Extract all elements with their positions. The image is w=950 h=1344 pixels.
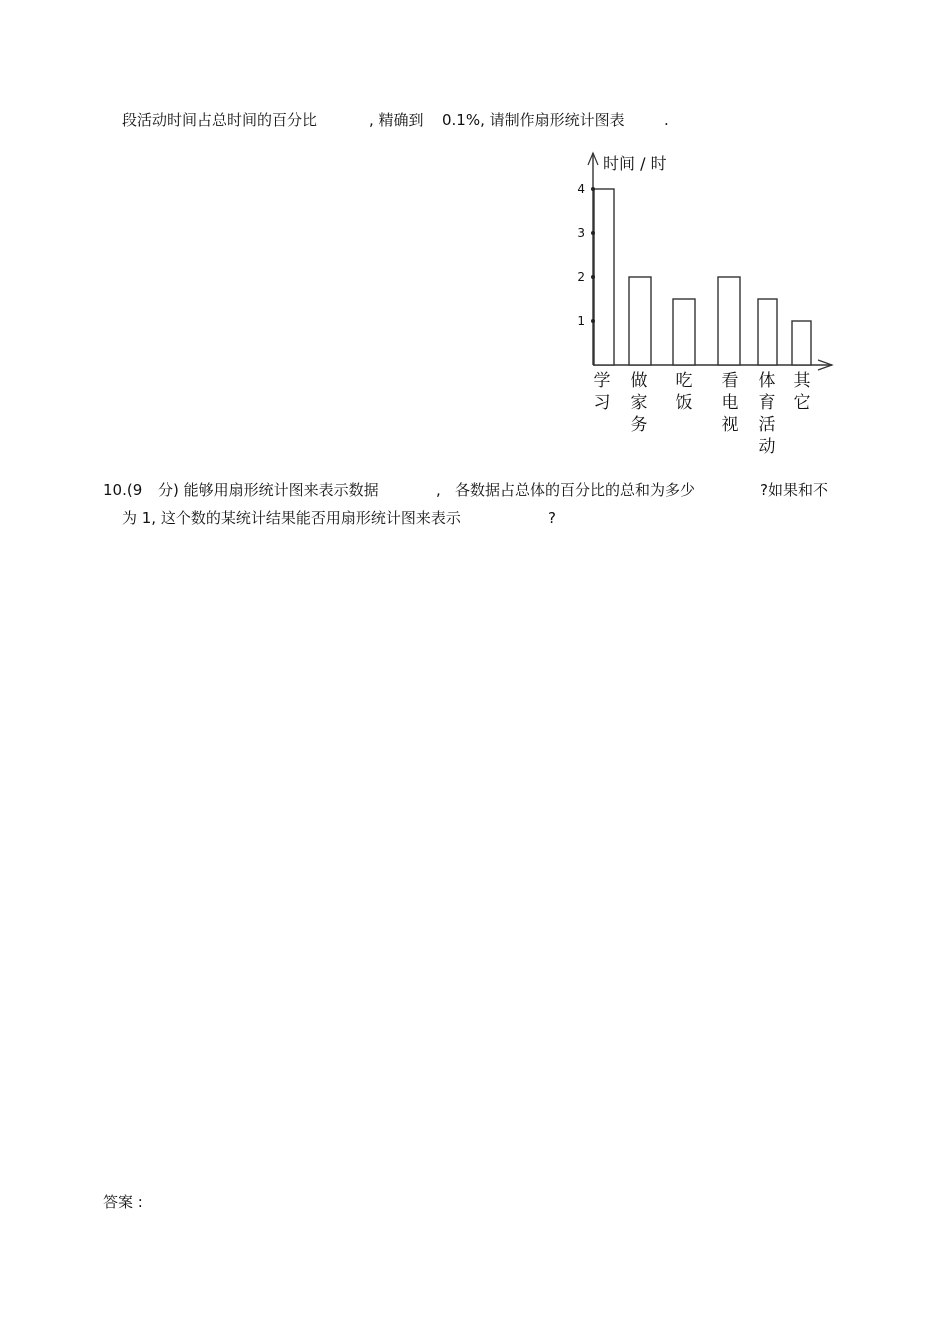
q10-text-6: ? bbox=[548, 509, 556, 527]
category-label-1: 学习 bbox=[593, 371, 611, 413]
bar-6 bbox=[792, 321, 811, 365]
chart-bars bbox=[594, 189, 811, 365]
q9-text-1: 段活动时间占总时间的百分比 bbox=[122, 111, 318, 129]
category-label-5: 体育活动 bbox=[758, 371, 776, 457]
category-label-3: 吃饭 bbox=[675, 371, 693, 413]
bar-1 bbox=[594, 189, 614, 365]
q10-text-4: ?如果和不 bbox=[760, 481, 828, 499]
y-tick-label: 3 bbox=[577, 226, 585, 240]
q10-text-3: 各数据占总体的百分比的总和为多少 bbox=[455, 481, 696, 499]
q10-number: 10.(9 bbox=[103, 481, 143, 499]
y-tick-dot bbox=[591, 231, 595, 235]
bar-4 bbox=[718, 277, 740, 365]
category-label-6: 其它 bbox=[793, 371, 811, 413]
y-tick-dot bbox=[591, 187, 595, 191]
q10-text-1: 分) 能够用扇形统计图来表示数据 bbox=[158, 481, 379, 499]
y-tick-dot bbox=[591, 319, 595, 323]
q9-text-2: , 精确到 bbox=[369, 111, 424, 129]
y-tick-label: 1 bbox=[577, 314, 585, 328]
category-label-4: 看电视 bbox=[721, 371, 739, 435]
bar-chart bbox=[570, 145, 845, 460]
q10-text-5: 为 1, 这个数的某统计结果能否用扇形统计图来表示 bbox=[122, 509, 461, 527]
bar-3 bbox=[673, 299, 695, 365]
chart-y-axis-label: 时间 / 时 bbox=[603, 154, 667, 173]
bar-5 bbox=[758, 299, 777, 365]
y-tick-dot bbox=[591, 275, 595, 279]
q9-text-3: 0.1%, 请制作扇形统计图表 bbox=[442, 111, 625, 129]
y-tick-label: 2 bbox=[577, 270, 585, 284]
category-label-2: 做家务 bbox=[630, 371, 648, 435]
bar-2 bbox=[629, 277, 651, 365]
chart-category-labels bbox=[594, 370, 812, 457]
answer-label: 答案 : bbox=[103, 1193, 143, 1211]
q9-text-4: . bbox=[664, 111, 669, 129]
q10-text-2: , bbox=[436, 481, 441, 499]
y-tick-label: 4 bbox=[577, 182, 585, 196]
